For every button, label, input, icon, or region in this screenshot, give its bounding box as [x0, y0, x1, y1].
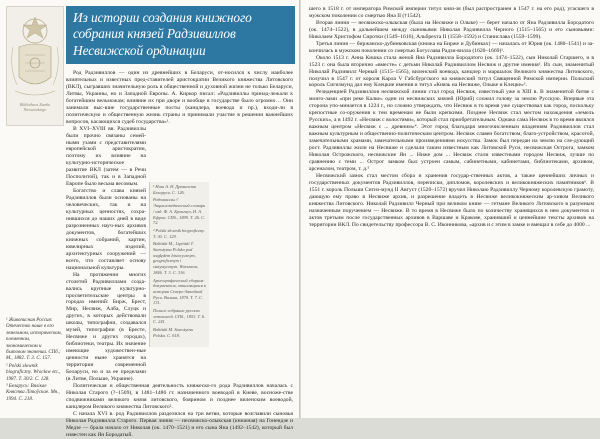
caption-note: ¹ Живописная Россия: Отечество наше в его земельном, историческом, племенном, экономическом и бытовом значении. СПб.; М., 1882. Т. 3. С. 157.	[6, 318, 62, 362]
footnotes-column	[149, 182, 209, 347]
paragraph: Резиденцией Радзивиллов несвижской линии стал город Несвиж, известный уже в XIII в. В знаменитой битве с монго-лами «при реке Калке» один из несвижских князей (Юрий) сложил голову за землю Русскую. Впервые эта сторона упо-минается в 1224 г., но сложно утверждать, что Несвиж в то время уже существовал как город, поскольку крепостные со-оружения к тем временам не были крепкими. Позднее Несвиж стал местом нахождения «земель Русских», а в 1492 г. «Несвиж с волостями», который стал приобретательным. Однако сама Несвиж в то время являлся важным центром «Несвиж с ... древним»⁴. Этот город благодаря многочисленным владениям Радзивиллов стал важным культурным и общественно-политическим центром. Несвиж славен богатством, благо-устройством, красотой, замечательными храмами, замечательными произведениями искусства. Замок был передан на землю на сле-дующий рост. Радзивиллы жили на Несвиже и сделали таким известным как Литовской Руси, несвижская Острога, замком Николая Острожского, несвижские Ян ... Ниже дом ... Несвиж стали известными городом Несвиж, лучше по сравнению с теми ... Острог замком был устроен самым, сабинетными, кабинетами, библиотеками, архивом, арсеналом, театром, т. д.⁵	[309, 89, 594, 172]
footnote: Радзивиллы // Энциклопедический словарь / изд. Ф. А. Брокгауз, И. А. Ефрон. СПб., 1899. Т. 26. С. 72.	[153, 197, 206, 226]
caption-note: ³ Беларусь: Вялікае Княства Літоўскае. Мн., 1994. С. 218.	[6, 384, 60, 402]
paragraph: Богатство и слава князей Радзивиллов были основаны на человеческих, так и на культурных ценностях, сохра-нившихся до наших дней в виде разрозненных науч-ных архивов документов, богатейших книжных собраний, картин, ювелирных изделий, архитектурных сооружений — всего, что составляет основу национальной культуры.	[66, 188, 146, 271]
footnote: Baliński M., Lipiński T. Starożytna Polska pod względem historycznym, geograficznym i statystycznym. Warszawa, 1846. Т. 3. С. 316.	[153, 241, 199, 275]
chapter-title: Из истории создания книжного собрания князей Радзивиллов Несвижской ординации	[73, 10, 252, 58]
right-body-text	[309, 6, 594, 414]
bookplate-label: Bibliotheca Zamku Nieswiezkiego	[19, 102, 51, 112]
paragraph: Вторая линия — несвижско-олыкская (была на Несвиже и Олыке) — берет начало от Яна Радзивилла Бородатого (ок. 1474–1522), в дальнейшем между сыновьями Николая Радзивилла Черного (1515–1565) и его сыновьями: Николаем Христофом Сиротки (1549–1616), Альбрехта II (1558–1592) и Станислава (1559–1599).	[309, 19, 594, 40]
paragraph: С начала XVI в. род Радзивиллов разделился на три ветви, которые возглавили сыновья Николая Радзивилла Старого. Первая линия — несвижско-олыкская (книжная) на Гонендзе и Медзе — брала начало от Николая (ок. 1470–1521) и его сына Яна (1492–1542), который был известен как Ян Бородатый.	[66, 410, 293, 438]
paragraph: В XVI–XVIII вв. Радзивиллы были прочно связаны семей-ными узами с представителями европейской аристократии, поэтому их влияние на культурно-историческое развитие ВКЛ (затем — в Речи Посполитой), так и в Западной Европе было весьма весомым.	[66, 125, 146, 188]
paragraph: шего в 1518 г. от императора Римской империи титул княз-зя (был распространен в 1547 г. на его род), угасшего в мужском поколении со смертью Яна II (†1542).	[309, 6, 594, 19]
footnote: Полное собрание русских летописей. СПб., 1853. Т. 6. С. 241.	[153, 308, 206, 325]
paragraph: Род Радзивиллов — один из древнейших в Беларуси, от-носился к числу наиболее влиятельных и известных пред-ставителей аристократии Великого княжества Литовского (ВКЛ), сыгравших значительную роль в общественной и духовной жизни не только Беларуси, Литвы, Украины, но и Западной Европы. А. Киркор писал: «Радзивиллы принад-лежали к богатейшим вельможам; влияние их при дворе и вообще в государстве было огромно… Они занимали выс-шие государственные посты (канцлера, воевода и пр.), входи-ли в политическую и общественную жизнь страны и принимали участие в решении важнейших вопросов, касающихся судеб государства»¹.	[66, 70, 293, 125]
margin-caption	[6, 318, 62, 404]
caption-note: ² Polski słownik biograficzny. Wrocław etc., 1987. Т. 30/2. С. 128.	[6, 363, 61, 382]
paragraph: Политическая и общественная деятельность княжеско-го рода Радзивиллов началась с Николая Старого (?–1509), в 1481–1486 гг. назначенного воеводой в Киеве, восноже-стве сподвижниками великого князя литовского, боярином и позднее виленским воеводой, канцлером Великого княжества Литовского².	[66, 382, 293, 410]
paragraph: На протяжении многих столетий Радзивиллами созда-вались крупные культурно-просветительские центры в городах имений: Бирж, Брест, Мир, Несвиж, Алба, Слуцк и других, в которых действовали школы, типографии, создавался музей, типографии (в Бресте, Несвиже и других городах), библиотеки, театры. Их значение имеющие художествен-ные ценности ныне хранятся на территории современной Беларуси, но и за ее пределами (в Литве, Польше, Украине).	[66, 271, 146, 382]
footnote: Baliński M. Starożytna Polska. С. 618.	[153, 327, 193, 338]
paragraph: Третья линия — биржанско-дубинковская (книжа на Бирже и Дубинках) — началась от Юрия (ок. 1480–1541) и за-кончилась в мужском поколении со смертью Богуслава Радзи-вилла (1620–1669)¹.	[309, 40, 594, 54]
right-page	[301, 0, 600, 418]
paragraph: Несвижский замок стал местом сбора и хранения государ-ственных актов, а также ценнейших личных и государственных документов Радзивиллов, переписки, дипломов, королевских и великокняжеских памятников⁶. В 1551 г. король Польши Сигиз-мунд II Август (1520–1572) вручил Николаю Радзивиллу Черному королевскую грамоту, дающую ему право в Несвиже архив, и разрешение владеть в Несвиже великокняжеским ар-хивом Великого княжества Литовского. Николай Радзивилл Черный при великом князе — гетмане Великого Литовского в разумным назначенным поручением — Несвиже. В то время в Несвиже было по количеству хранящихся в нем документов и актов третьим после государственных архивов в Варшаве и Кракове, хранивший и ценнейшие тексты архивов на территории ВКЛ. По свидетельству профессора В. С. Иконникова, «архив и с этим в замке и вмещал в себе до 4000 ...	[309, 172, 594, 228]
paragraph: Около 1513 г. Анна Кишка стала женой Яна Радзивилла Бородатого (ок. 1474–1522), сын Николай Старшего, и в 1523 г. она была вторично «вместе» с детьми Николай Радзивиллом Несвиж и другие имения². Их сын, знаменитый Николай Радзивилл Черный (1515–1565), виленский воевода, канцлер и маршалок Великого княжества Литовского, получил в 1547 г. от короля Карла V Габсбургского на княжеский титул Священной Римской империи. Польский король Сигизмунд дал ему Клецкие имения и титул «Князь на Несвиже, Олыке и Клецке»³.	[309, 54, 594, 89]
footnote: ² Polski słownik biograficzny. Т. 30. С. 129.	[153, 227, 205, 239]
footnote: ¹ Наш А. Н. Древности Беларуси. С. 126.	[153, 184, 196, 195]
bookplate-image	[6, 6, 64, 126]
footnote: Археографический сборник документов, относящихся к истории Северо-Западной Руси. Вильна, 1870. Т. 7. С. 131.	[153, 277, 206, 306]
left-page	[0, 0, 299, 438]
chapter-title-banner	[66, 6, 295, 64]
